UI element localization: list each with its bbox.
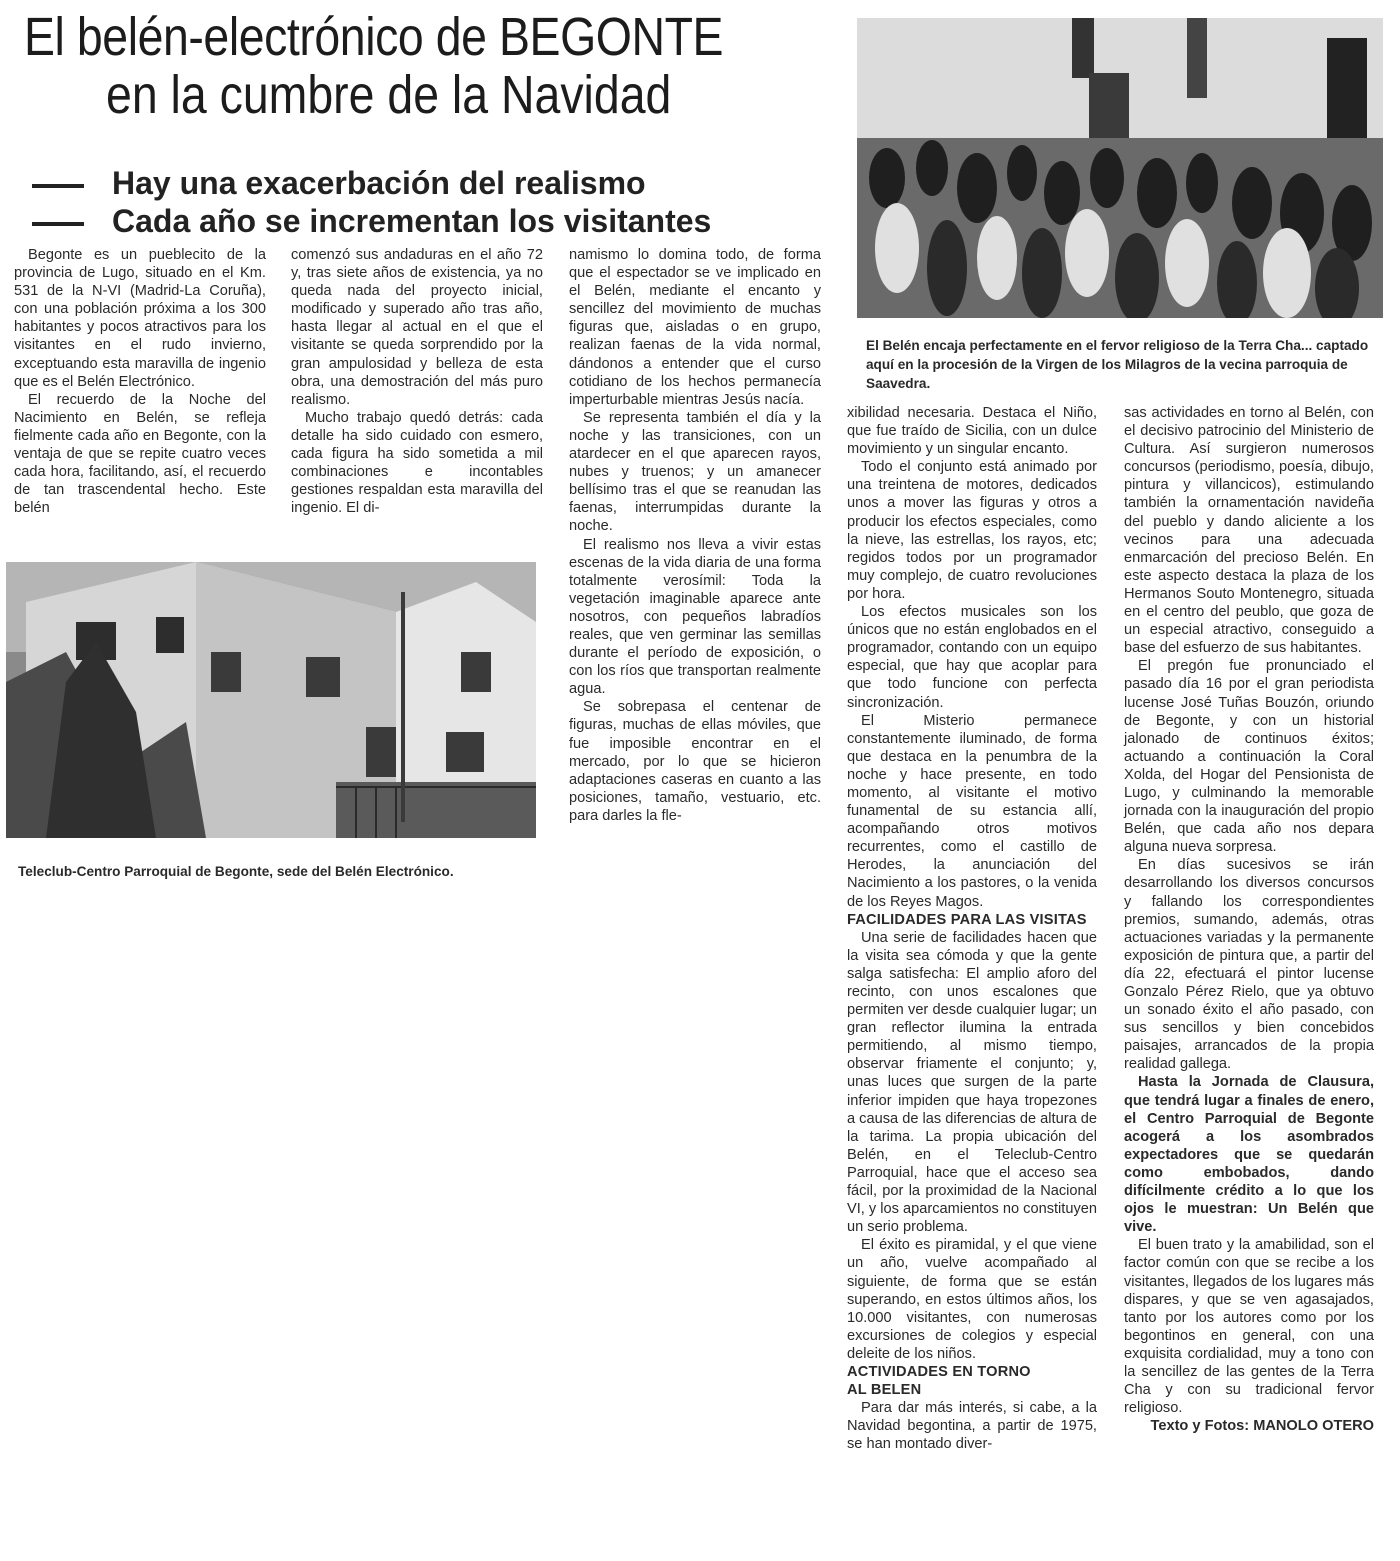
- photo-caption-right: El Belén encaja perfectamente en el fervor religioso de la Terra Cha... captado aquí en la procesión de la Virgen de los Milagros de la vecina parroquia de Saavedra.: [866, 338, 1369, 391]
- paragraph: El recuerdo de la Noche del Nacimiento en Belén, se refleja fielmente cada año en Begonte, con la ventaja de que se repite cuatro veces cada hora, facilitando, así, el recuerdo de tan trascendental hecho. Este belén: [14, 391, 266, 517]
- paragraph: Begonte es un pueblecito de la provincia de Lugo, situado en el Km. 531 de la N-VI (Madrid-La Coruña), con una población próxima a los 300 habitantes y pocos atractivos para los visitantes en el rudo invierno, exceptuando esta maravilla de ingenio que es el Belén Electrónico.: [14, 247, 266, 390]
- headline-line-2: en la cumbre de la Navidad: [106, 65, 672, 125]
- paragraph: Una serie de facilidades hacen que la visita sea cómoda y que la gente salga satisfecha: El amplio aforo del recinto, con unos escalones que permiten ver desde cualquier lugar; un gran reflector ilumina la entrada permitiendo, al mismo tiempo, observar friamente el conjunto; y, unas luces que surgen de la parte inferior impiden que haya tropezones a causa de las diferencias de altura de la tarima. La propia ubicación del Belén, en el Teleclub-Centro Parroquial, hace que el acceso sea fácil, por la proximidad de la Nacional VI, y los aparcamientos no constituyen un serio problema.: [847, 929, 1097, 1236]
- subhead-1: [24, 164, 844, 202]
- procession-photo: [857, 18, 1383, 318]
- column-1: [14, 246, 266, 517]
- column-2: [291, 246, 543, 517]
- column-5: [1124, 404, 1374, 1435]
- dash-rule: [32, 222, 84, 226]
- headline-line-1: El belén-electrónico de BEGONTE: [24, 7, 724, 67]
- subhead-2: [24, 202, 844, 240]
- paragraph: Los efectos musicales son los únicos que no están englobados en el programador, contando con un equipo especial, que hay que acoplar para que todo funcione con perfecta sincronización.: [847, 604, 1097, 711]
- subhead-2-text: Cada año se incrementan los visitantes: [112, 203, 712, 239]
- paragraph: namismo lo domina todo, de forma que el espectador se ve implicado en el Belén, mediante el encanto y sencillez del movimiento de muchas figuras que, aisladas o en grupo, realizan faenas de la vida normal, dándonos a entender que el curso cotidiano de los hechos permanecía imperturbable mientras Jesús nacía.: [569, 247, 821, 408]
- teleclub-building-photo: [6, 562, 536, 838]
- section-heading: FACILIDADES PARA LAS VISITAS: [847, 911, 1087, 928]
- photo-caption-left: Teleclub-Centro Parroquial de Begonte, sede del Belén Electrónico.: [18, 864, 454, 879]
- paragraph: Para dar más interés, si cabe, a la Navidad begontina, a partir de 1975, se han montado diver-: [847, 1400, 1097, 1453]
- paragraph: xibilidad necesaria. Destaca el Niño, que fue traído de Sicilia, con un dulce movimiento y un singular encanto.: [847, 405, 1097, 458]
- headline: [24, 8, 844, 124]
- paragraph: Se representa también el día y la noche y las transiciones, con un atardecer en el que aparecen rayos, nubes y truenos; y un amanecer bellísimo tras el que se reanudan las faenas, interrumpidas durante la noche.: [569, 409, 821, 535]
- column-3: [569, 246, 821, 825]
- photo-graphic: [857, 18, 1383, 318]
- byline: Texto y Fotos: MANOLO OTERO: [1150, 1418, 1374, 1435]
- dash-rule: [32, 184, 84, 188]
- paragraph: comenzó sus andaduras en el año 72 y, tras siete años de existencia, ya no queda nada del proyecto inicial, modificado y superado año tras año, hasta llegar al actual en el que el visitante se queda sorprendido por la gran ampulosidad y belleza de esta obra, una demostración del más puro realismo.: [291, 247, 543, 408]
- paragraph: El pregón fue pronunciado el pasado día 16 por el gran periodista lucense José Tuñas Bouzón, oriundo de Begonte, y con un historial jalonado de continuos éxitos; actuando a continuación la Coral Xolda, del Hogar del Pensionista de Lugo, y culminando la memorable jornada con la inauguración del propio Belén, que cada año nos depara alguna nueva sorpresa.: [1124, 658, 1374, 856]
- section-heading: ACTIVIDADES EN TORNO: [847, 1363, 1031, 1380]
- paragraph: Hasta la Jornada de Clausura, que tendrá lugar a finales de enero, el Centro Parroquial de Begonte acogerá a los asombrados expectadores que se quedarán como embobados, dando difícilmente crédito a lo que los ojos le muestran: Un Belén que vive.: [1124, 1074, 1374, 1236]
- column-4: [847, 404, 1097, 1453]
- section-heading: AL BELEN: [847, 1382, 922, 1399]
- subhead-1-text: Hay una exacerbación del realismo: [112, 165, 646, 201]
- paragraph: El Misterio permanece constantemente iluminado, de forma que destaca en la penumbra de la noche y hace presente, en todo momento, al visitante el motivo funamental de su estancia allí, acompañando otros motivos recurrentes, como el castillo de Herodes, la anunciación del Nacimiento a los pastores, o la venida de los Reyes Magos.: [847, 712, 1097, 910]
- paragraph: En días sucesivos se irán desarrollando los diversos concursos y fallando los correspondientes premios, sumando, además, otras actuaciones variadas y la permanente exposición de pintura que, a partir del día 22, efectuará el pintor lucense Gonzalo Pérez Rielo, que ya obtuvo un sonado éxito el año pasado, con sus sencillos y bien concebidos paisajes, arrancados de la propia realidad gallega.: [1124, 857, 1374, 1073]
- paragraph: Todo el conjunto está animado por una treintena de motores, dedicados unos a mover las figuras y otros a producir los efectos especiales, como la nieve, las estrellas, los rayos, etc; regidos todos por un programador muy complejo, de cuatro revoluciones por hora.: [847, 459, 1097, 602]
- paragraph: El realismo nos lleva a vivir estas escenas de la vida diaria de una forma totalmente verosímil: Toda la vegetación imaginable aparece ante nosotros, con pequeños labradíos reales, que ven germinar las semillas durante el período de exposición, o con los ríos que transportan realmente agua.: [569, 536, 821, 698]
- paragraph: El éxito es piramidal, y el que viene un año, vuelve acompañado al siguiente, de forma que se están superando, en estos últimos años, los 10.000 visitantes, con numerosas excursiones de colegios y especial deleite de los niños.: [847, 1237, 1097, 1362]
- photo-graphic: [6, 562, 536, 838]
- paragraph: Se sobrepasa el centenar de figuras, muchas de ellas móviles, que fue imposible encontrar en el mercado, por lo que se hicieron adaptaciones caseras en cuanto a las posiciones, tamaño, vestuario, etc. para darles la fle-: [569, 699, 821, 824]
- paragraph: El buen trato y la amabilidad, son el factor común con que se recibe a los visitantes, llegados de los lugares más dispares, y que se ven agasajados, tanto por los autores como por los begontinos en general, con una exquisita cordialidad, muy a tono con la sencillez de las gentes de la Terra Cha y con su tradicional fervor religioso.: [1124, 1237, 1374, 1417]
- paragraph: sas actividades en torno al Belén, con el decisivo patrocinio del Ministerio de Cultura. Así surgieron numerosos concursos (periodismo, poesía, dibujo, pintura y villancicos), estimulando también la ornamentación navideña del pueblo y dando aliciente a los vecinos para una adecuada enmarcación del precioso Belén. En este aspecto destaca la plaza de los Hermanos Souto Montenegro, situada en el centro del peublo, que goza de un especial atractivo, conseguido a base del esfuerzo de sus habitantes.: [1124, 405, 1374, 657]
- paragraph: Mucho trabajo quedó detrás: cada detalle ha sido cuidado con esmero, cada figura ha sido sometida a mil combinaciones e incontables gestiones respaldan esta maravilla del ingenio. El di-: [291, 409, 543, 517]
